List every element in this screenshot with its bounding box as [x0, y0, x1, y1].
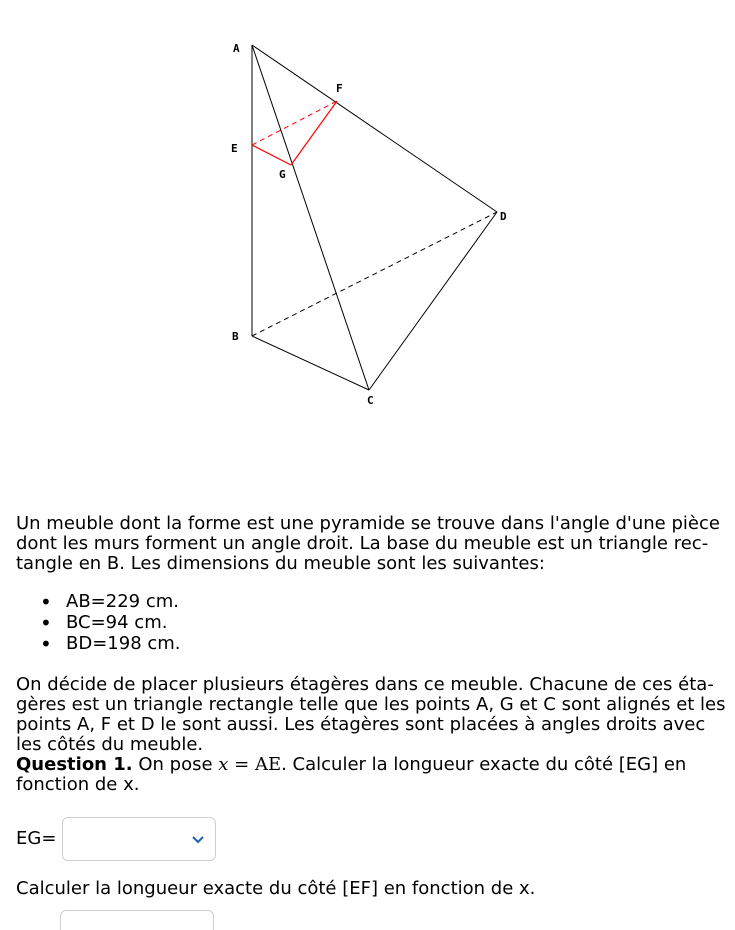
dimension-item: • BC=94 cm. [16, 613, 726, 634]
shelf-GF [291, 101, 337, 165]
dimension-item: • AB=229 cm. [16, 592, 726, 613]
shelf-EG [252, 145, 291, 165]
intro-paragraph: Un meuble dont la forme est une pyramide se trouve dans l'angle d'une pièce dont les murs forment un angle droit. La base du meuble est un triangle rec-tangle en B. Les dimensions du meuble sont les suivantes: [16, 513, 720, 574]
question-2: Calculer la longueur exacte du côté [EF] en fonction de x. [16, 878, 536, 899]
exercise-content [16, 514, 726, 899]
question-1 [16, 755, 726, 795]
label-C: C [367, 394, 374, 407]
math-ae: AE [254, 754, 282, 775]
eg-answer-row [16, 817, 726, 861]
dimensions-list [16, 592, 726, 655]
math-equals: = [228, 754, 255, 775]
edge-AD [252, 45, 497, 212]
edge-BC [252, 336, 369, 390]
label-B: B [232, 330, 239, 343]
label-F: F [336, 82, 343, 95]
math-x: x [218, 754, 229, 775]
shelf-EF-hidden [252, 101, 337, 145]
shelves-paragraph: On décide de placer plusieurs étagères dans ce meuble. Chacune de ces éta-gères est un triangle rectangle telle que les points A, G et C sont alignés et les points A, F et D le sont aussi. Les étagères sont placées à angles droits avec les côtés du meuble. [16, 674, 726, 755]
eg-answer-dropdown[interactable] [62, 817, 216, 861]
question-1-post: . Calculer la longueur exacte du côté [EG] en fonction de x. [16, 754, 687, 795]
dimension-item: • BD=198 cm. [16, 634, 726, 655]
question-1-label: Question 1. [16, 754, 133, 775]
label-G: G [279, 168, 286, 181]
eg-label: EG= [16, 828, 57, 849]
label-E: E [231, 142, 238, 155]
edge-CD [369, 212, 497, 390]
question-1-pre: On pose [132, 754, 219, 775]
edge-BD-hidden [252, 212, 497, 336]
label-A: A [233, 42, 240, 55]
label-D: D [500, 210, 507, 223]
ef-answer-dropdown[interactable] [60, 910, 214, 930]
chevron-down-icon [191, 833, 205, 847]
edge-AC [252, 45, 369, 390]
